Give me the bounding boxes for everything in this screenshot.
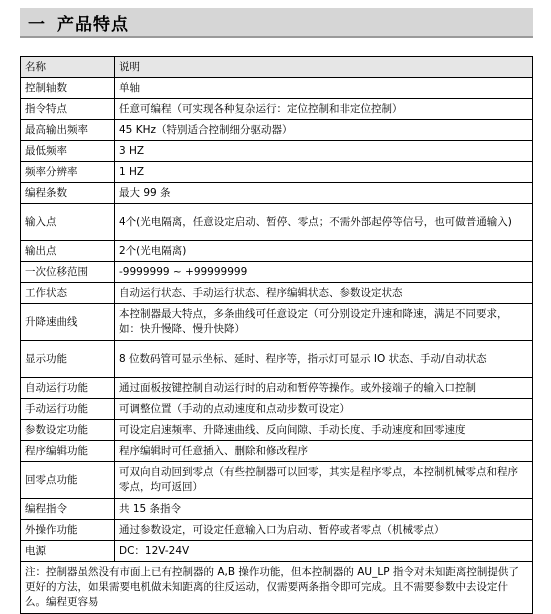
table-row [21, 420, 533, 441]
row-desc: 1 HZ [115, 162, 533, 183]
row-desc: 8 位数码管可显示坐标、延时、程序等，指示灯可显示 IO 状态、手动/自动状态 [115, 341, 533, 378]
table-row [21, 441, 533, 462]
row-name: 一次位移范围 [21, 262, 115, 283]
row-desc: 通过参数设定，可设定任意输入口为启动、暂停或者零点（机械零点） [115, 520, 533, 541]
row-desc: 本控制器最大特点，多条曲线可任意设定（可分别设定升速和降速，满足不同要求，如：快升慢降、慢升快降） [115, 304, 533, 341]
row-name: 编程指令 [21, 499, 115, 520]
row-desc: 单轴 [115, 78, 533, 99]
row-desc: 最大 99 条 [115, 183, 533, 204]
row-name: 编程条数 [21, 183, 115, 204]
row-name: 工作状态 [21, 283, 115, 304]
row-desc: 通过面板按键控制自动运行时的启动和暂停等操作。或外接端子的输入口控制 [115, 378, 533, 399]
row-name: 控制轴数 [21, 78, 115, 99]
row-name: 外操作功能 [21, 520, 115, 541]
row-name: 程序编辑功能 [21, 441, 115, 462]
table-row [21, 499, 533, 520]
table-row [21, 541, 533, 562]
table-row [21, 520, 533, 541]
table-note: 注：控制器虽然没有市面上已有控制器的 A,B 操作功能，但本控制器的 AU_LP 指令对未知距离控制提供了更好的方法，如果需要电机做未知距离的往反运动，仅需要两条指令即可完成。且不需要参数中去设定什么。编程更容易 [21, 562, 533, 614]
table-row [21, 462, 533, 499]
column-header-name: 名称 [21, 57, 115, 78]
row-desc: 可设定启速频率、升降速曲线、反向间隙、手动长度、手动速度和回零速度 [115, 420, 533, 441]
row-desc: 共 15 条指令 [115, 499, 533, 520]
table-row [21, 262, 533, 283]
table-row [21, 283, 533, 304]
row-desc: DC：12V-24V [115, 541, 533, 562]
row-name: 最低频率 [21, 141, 115, 162]
row-desc: 2个(光电隔离) [115, 241, 533, 262]
row-name: 输出点 [21, 241, 115, 262]
table-row [21, 99, 533, 120]
row-name: 参数设定功能 [21, 420, 115, 441]
spec-table [20, 56, 533, 614]
table-row [21, 378, 533, 399]
row-desc: 可调整位置（手动的点动速度和点动步数可设定） [115, 399, 533, 420]
table-row [21, 120, 533, 141]
table-row [21, 183, 533, 204]
row-name: 升降速曲线 [21, 304, 115, 341]
table-row [21, 399, 533, 420]
column-header-desc: 说明 [115, 57, 533, 78]
row-desc: 自动运行状态、手动运行状态、程序编辑状态、参数设定状态 [115, 283, 533, 304]
row-name: 频率分辨率 [21, 162, 115, 183]
row-name: 电源 [21, 541, 115, 562]
row-desc: 程序编辑时可任意插入、删除和修改程序 [115, 441, 533, 462]
row-name: 输入点 [21, 204, 115, 241]
section-title: 产品特点 [57, 14, 129, 35]
row-name: 最高输出频率 [21, 120, 115, 141]
table-row [21, 162, 533, 183]
row-desc: 4个(光电隔离，任意设定启动、暂停、零点；不需外部起停等信号，也可做普通输入) [115, 204, 533, 241]
table-row [21, 341, 533, 378]
table-row [21, 78, 533, 99]
section-number: 一 [28, 14, 45, 35]
row-desc: 45 KHz（特别适合控制细分驱动器） [115, 120, 533, 141]
row-name: 回零点功能 [21, 462, 115, 499]
row-desc: -9999999 ~ +99999999 [115, 262, 533, 283]
table-row [21, 241, 533, 262]
row-desc: 3 HZ [115, 141, 533, 162]
row-desc: 任意可编程（可实现各种复杂运行：定位控制和非定位控制） [115, 99, 533, 120]
row-desc: 可双向自动回到零点（有些控制器可以回零，其实是程序零点，本控制机械零点和程序零点，均可返回） [115, 462, 533, 499]
table-header-row [21, 57, 533, 78]
row-name: 显示功能 [21, 341, 115, 378]
table-note-row [21, 562, 533, 614]
row-name: 指令特点 [21, 99, 115, 120]
section-header [20, 8, 533, 38]
table-row [21, 304, 533, 341]
table-row [21, 204, 533, 241]
table-row [21, 141, 533, 162]
row-name: 手动运行功能 [21, 399, 115, 420]
row-name: 自动运行功能 [21, 378, 115, 399]
